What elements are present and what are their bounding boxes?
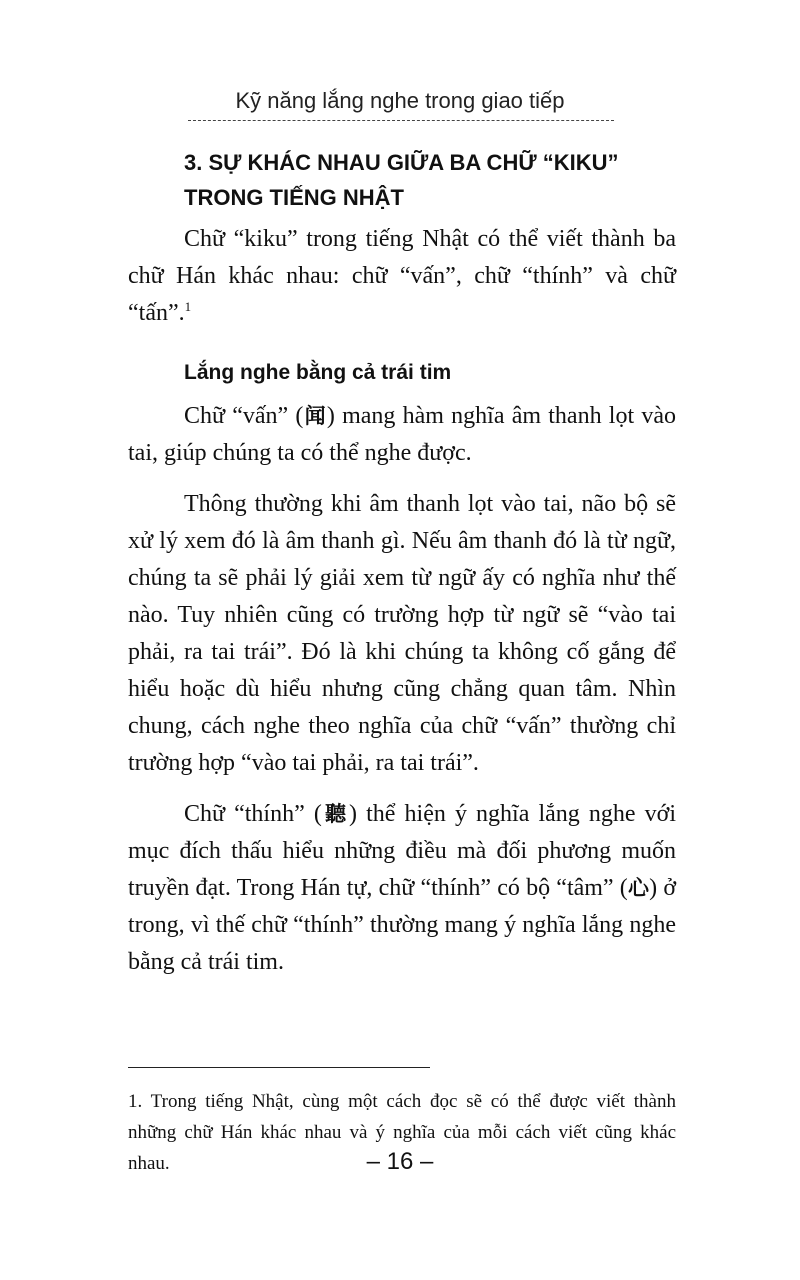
section-title bbox=[184, 145, 676, 215]
kanji-van: 闻 bbox=[303, 404, 327, 428]
paragraph-text: Chữ “vấn” ( bbox=[184, 403, 304, 429]
paragraph-thinh bbox=[128, 796, 676, 981]
footnote-divider bbox=[128, 1067, 430, 1068]
paragraph-text: ) mang hàm nghĩa âm thanh lọt vào tai, giúp chúng ta có thể nghe được. bbox=[128, 403, 677, 466]
section-title-line-1: 3. SỰ KHÁC NHAU GIỮA BA CHỮ “KIKU” bbox=[184, 150, 619, 175]
paragraph-explanation: Thông thường khi âm thanh lọt vào tai, não bộ sẽ xử lý xem đó là âm thanh gì. Nếu âm thanh đó là từ ngữ, chúng ta sẽ phải lý giải xem từ ngữ ấy có nghĩa như thế nào. Tuy nhiên cũng có trường hợp từ ngữ sẽ “vào tai phải, ra tai trái”. Đó là khi chúng ta không cố gắng để hiểu hoặc dù hiểu nhưng cũng chẳng quan tâm. Nhìn chung, cách nghe theo nghĩa của chữ “vấn” thường chỉ trường hợp “vào tai phải, ra tai trái”. bbox=[128, 491, 676, 776]
page-number: – 16 – bbox=[366, 1148, 434, 1175]
page-body bbox=[128, 145, 676, 981]
intro-paragraph bbox=[128, 221, 676, 332]
header-divider bbox=[188, 120, 614, 121]
section-title-line-2: TRONG TIẾNG NHẬT bbox=[184, 185, 404, 210]
intro-text: Chữ “kiku” trong tiếng Nhật có thể viết thành ba chữ Hán khác nhau: chữ “vấn”, chữ “thính” và chữ “tấn”. bbox=[128, 226, 676, 326]
paragraph-text: Chữ “thính” ( bbox=[184, 801, 322, 827]
subsection-title: Lắng nghe bằng cả trái tim bbox=[184, 361, 452, 384]
paragraph-text: ) ở trong, vì thế chữ “thính” thường mang ý nghĩa lắng nghe bằng cả trái tim. bbox=[128, 875, 677, 975]
footnote-ref: 1 bbox=[184, 299, 192, 314]
running-header: Kỹ năng lắng nghe trong giao tiếp bbox=[235, 88, 565, 113]
kanji-thinh: 聽 bbox=[321, 802, 350, 826]
paragraph-text: ) thể hiện ý nghĩa lắng nghe với mục đích thấu hiểu những điều mà đối phương muốn truyền đạt. Trong Hán tự, chữ “thính” có bộ “tâm” ( bbox=[128, 801, 676, 901]
paragraph-van bbox=[128, 398, 676, 472]
footnote: 1. Trong tiếng Nhật, cùng một cách đọc sẽ có thể được viết thành những chữ Hán khác nhau và ý nghĩa của mỗi cách viết cũng khác nhau. bbox=[128, 1091, 676, 1174]
kanji-tam: 心 bbox=[627, 876, 650, 900]
